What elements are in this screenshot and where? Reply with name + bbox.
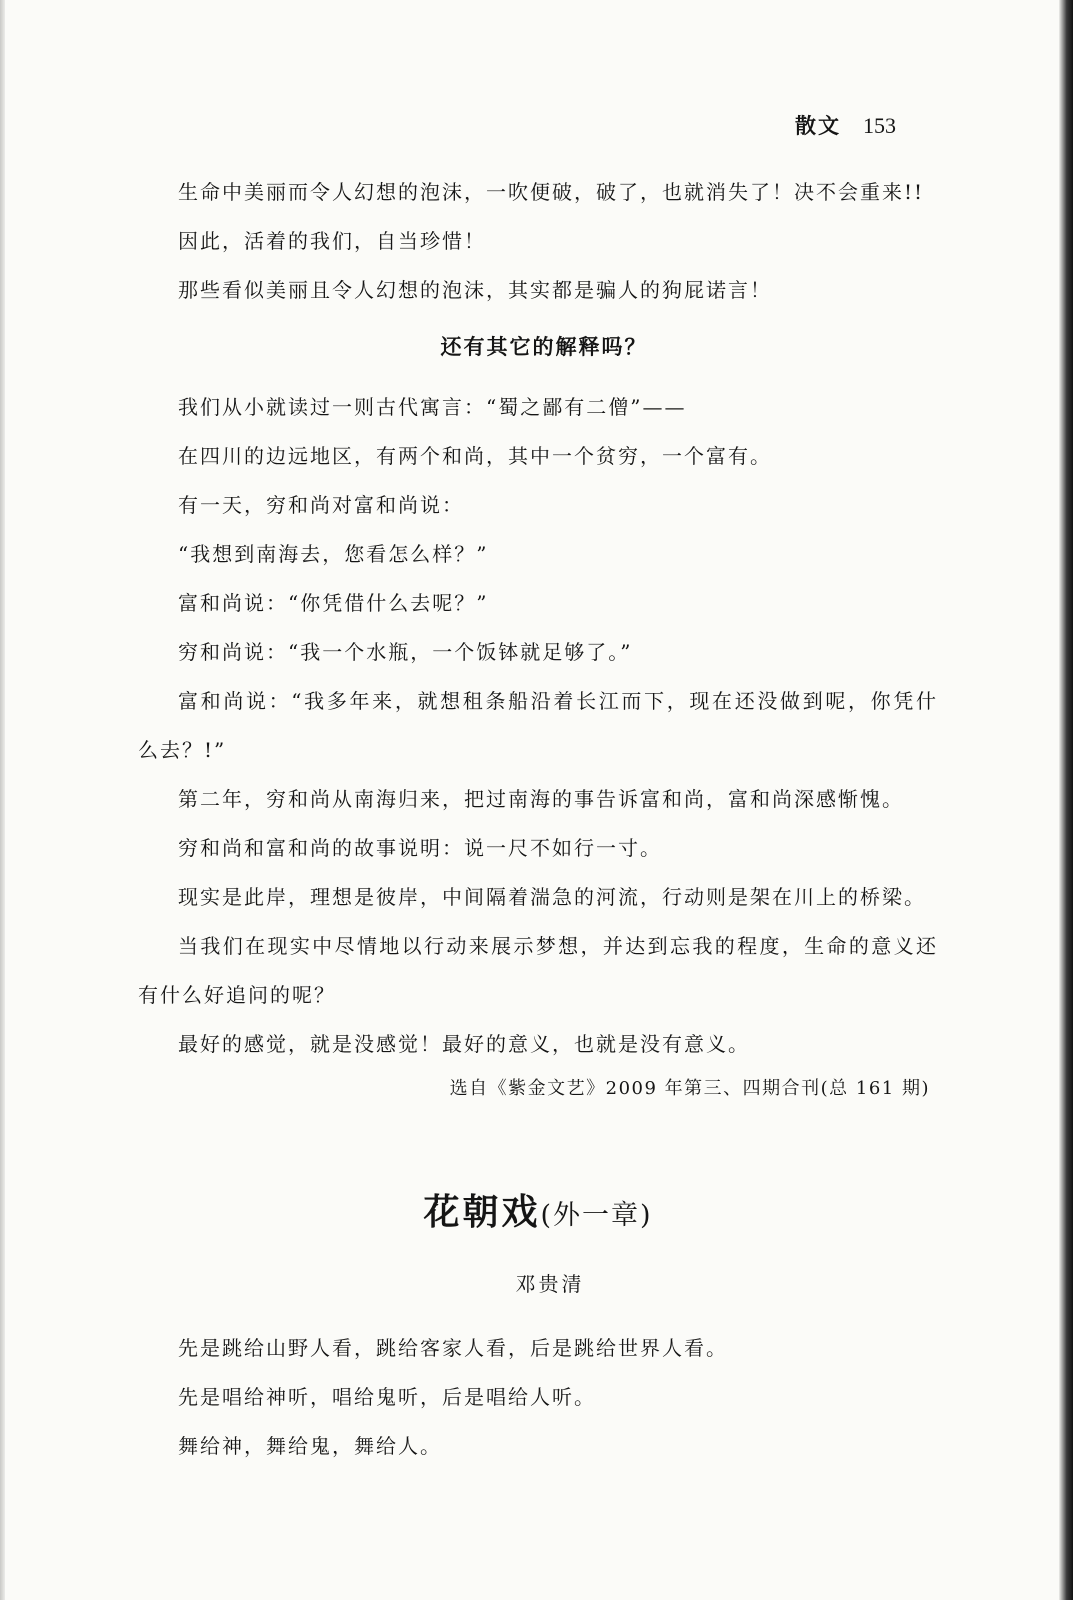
article-title-main: 花朝戏 — [423, 1191, 541, 1233]
paragraph: 那些看似美丽且令人幻想的泡沫，其实都是骗人的狗屁诺言！ — [178, 278, 772, 302]
paragraph: 最好的感觉，就是没感觉！最好的意义，也就是没有意义。 — [178, 1032, 750, 1056]
paragraph: 生命中美丽而令人幻想的泡沫，一吹便破，破了，也就消失了！决不会重来!! — [178, 180, 925, 204]
page-header — [795, 110, 896, 140]
paragraph: 穷和尚说：“我一个水瓶，一个饭钵就足够了。” — [178, 640, 633, 664]
paragraph: 舞给神，舞给鬼，舞给人。 — [178, 1434, 442, 1458]
page-number: 153 — [863, 113, 896, 138]
essay-continuation — [138, 168, 938, 315]
paragraph: 因此，活着的我们，自当珍惜！ — [178, 229, 486, 253]
section-heading: 还有其它的解释吗？ — [440, 335, 648, 359]
article-title — [138, 1177, 938, 1254]
paragraph: 富和尚说：“你凭借什么去呢？” — [178, 591, 489, 615]
paragraph: 第二年，穷和尚从南海归来，把过南海的事告诉富和尚，富和尚深感惭愧。 — [178, 787, 904, 811]
paragraph: 先是跳给山野人看，跳给客家人看，后是跳给世界人看。 — [178, 1336, 728, 1360]
scan-left-edge — [0, 0, 5, 1600]
section-label: 散文 — [795, 114, 841, 138]
article-author: 邓贵清 — [515, 1272, 585, 1296]
paragraph: 我们从小就读过一则古代寓言：“蜀之鄙有二僧”—— — [178, 395, 687, 419]
source-citation: 选自《紫金文艺》2009 年第三、四期合刊(总 161 期) — [449, 1078, 930, 1099]
paragraph: 现实是此岸，理想是彼岸，中间隔着湍急的河流，行动则是架在川上的桥梁。 — [178, 885, 926, 909]
paragraph: 富和尚说：“我多年来，就想租条船沿着长江而下，现在还没做到呢，你凭什么去？!” — [138, 689, 938, 762]
paragraph: “我想到南海去，您看怎么样？” — [178, 542, 489, 566]
paragraph: 在四川的边远地区，有两个和尚，其中一个贫穷，一个富有。 — [178, 444, 772, 468]
paragraph: 穷和尚和富和尚的故事说明：说一尺不如行一寸。 — [178, 836, 662, 860]
page-body — [138, 168, 938, 1471]
article-huachaoxi — [138, 1177, 938, 1471]
essay-section — [138, 319, 938, 1109]
paragraph: 先是唱给神听，唱给鬼听，后是唱给人听。 — [178, 1385, 596, 1409]
paragraph: 有一天，穷和尚对富和尚说： — [178, 493, 464, 517]
scan-right-edge — [1059, 0, 1073, 1600]
article-title-suffix: (外一章) — [540, 1200, 653, 1231]
paragraph: 当我们在现实中尽情地以行动来展示梦想，并达到忘我的程度，生命的意义还有什么好追问的呢？ — [138, 934, 938, 1007]
